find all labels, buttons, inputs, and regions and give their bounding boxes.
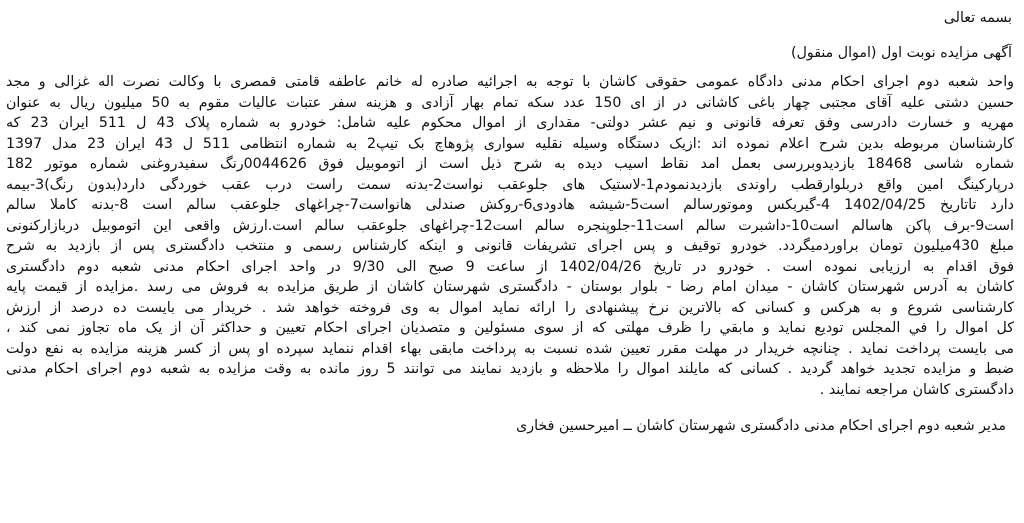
body-line: مهریه و خسارت دادرسی وفق تعرفه قانونی و نیم عشر دولتی- مقداری از اموال محکوم علیه شامل: خودرو به شماره پلاک 43 ل 511 ایران 23 که	[6, 115, 1014, 131]
body-line: کاشان به آدرس شهرستان کاشان - میدان امام رضا - بلوار بوستان - دادگستری شهرستان کاشان از طریق مزایده به فروش می رسد .مزایده از قیمت پایه	[6, 279, 1014, 295]
body-line: دارد تاتاریخ 1402/04/25 4-گیربکس وموتورسالم است5-شیشه هادودی6-روکش صندلی هانواست7-چراغهای جلوعقب سالم است 8-بدنه کاملا سالم	[6, 197, 1014, 213]
body-line: می بایست پرداخت نماید . چنانچه خریدار در مهلت مقرر تعیین شده نسبت به پرداخت مابقی بهاء اقدام ننماید سپرده او پس از کسر هزینه مزایده به نفع دولت	[6, 340, 1014, 357]
body-line: واحد شعبه دوم اجرای احکام مدنی دادگاه عمومی حقوقی کاشان با توجه به اجرائیه صادره له خانم عاطفه قامتی قمصری با وکالت نصرت اله غزالی و مجد	[6, 74, 1014, 90]
body-line: ضبط و مزایده تجدید خواهد گردید . کسانی که مایلند اموال را ملاحظه و بازدید نمایند می توانند 5 روز مانده به وقت مزایده به شعبه دوم اجرای احکام مدنی	[6, 361, 1014, 377]
body-line: مبلغ 430میلیون تومان براوردمیگردد. خودرو توقیف و پس اجرای تشریفات قانونی و اینکه کارشناس رسمی و منتخب دادگستری پس از بازدید به شرح	[6, 238, 1014, 254]
auction-notice	[6, 4, 1014, 519]
body-line: است9-برف پاکن هاسالم است10-داشبرت سالم است11-جلوپنجره سالم است12-چراغهای جلوعقب سالم است.ارزش واقعی این اتوموبیل دربازارکنونی	[6, 217, 1014, 234]
bismillah-heading: بسمه تعالی	[943, 10, 1012, 26]
body-line: کل اموال را في المجلس توديع نمايد و مابقي را ظرف مهلتی که از سوی مسئولین و متصدیان اجرای احکام تعیین و حداکثر آن از یک ماه تجاوز نمی کند ،	[6, 320, 1014, 336]
body-line: فوق اقدام به ارزیابی نموده است . خودرو در تاریخ 1402/04/26 از ساعت 9 صبح الی 9/30 در واحد اجرای احکام مدنی شعبه دوم دادگستری	[6, 258, 1014, 275]
notice-body	[6, 72, 1014, 400]
body-line: درپارکینگ امین واقع دربلوارقطب راوندی بازدیدنمودم1-لاستیک های جلوعقب نواست2-بدنه سمت راست درب عقب خوردگی دارد(بدون رنگ)3-بیمه	[6, 176, 1014, 193]
body-line: کارشناسان مربوطه بدین شرح اعلام نموده اند :ازیک دستگاه وسیله نقلیه سواری پژوهاچ بک تیپ2 به شماره انتظامی 511 ل 43 ایران 23 مدل 1397	[6, 135, 1014, 152]
signature-line: مدیر شعبه دوم اجرای احکام مدنی دادگستری شهرستان کاشان ــ امیرحسین فخاری	[516, 418, 1006, 434]
notice-title: آگهی مزایده نوبت اول (اموال منقول)	[791, 44, 1012, 61]
body-line: دادگستری کاشان مراجعه نمایند .	[819, 381, 1014, 398]
body-line: حسین دشتی علیه آقای مجتبی چهار باغی کاشانی در از ای 150 عدد سکه تمام بهار آزادی و هزینه سفر عتبات عالیات مقوم به 50 میلیون ریال به عنوان	[6, 94, 1014, 111]
body-line: شماره شاسی 18468 بازدیدوبررسی بعمل امد نقاط اسیب دیده به شرح ذیل است از اتوموبیل فوق 0044626رنگ سفیدروغنی شماره موتور 182	[6, 156, 1014, 172]
body-line: کارشناسی شروع و به هرکس و کسانی که بالاترین نرخ پیشنهادی را ارائه نماید اموال به وی فروخته خواهد شد . خریدار می بایست ده درصد از ارزش	[6, 299, 1014, 316]
